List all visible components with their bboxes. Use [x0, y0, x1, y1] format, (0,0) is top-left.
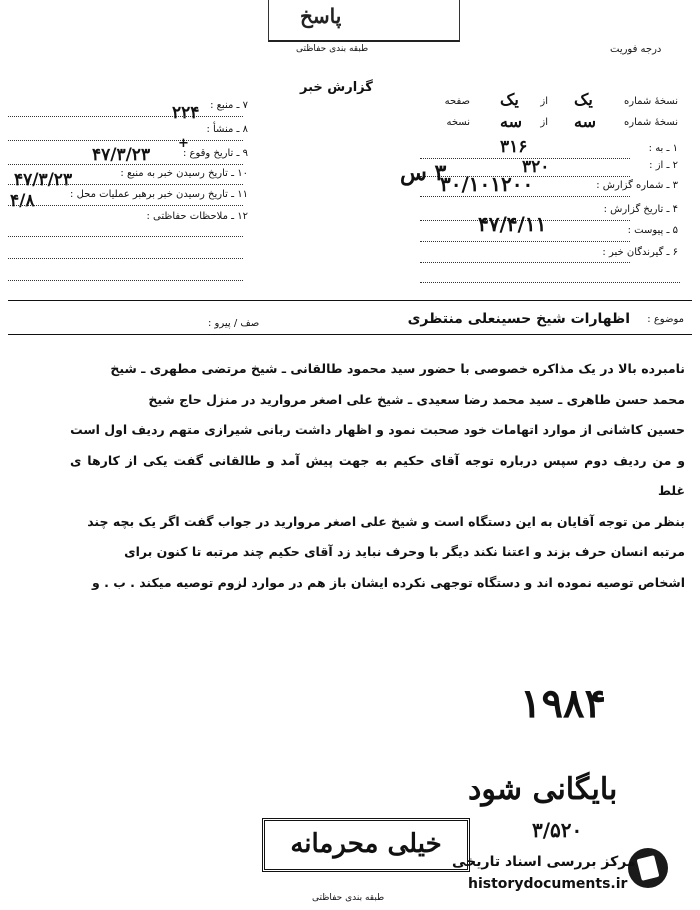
- header-separator: [8, 300, 692, 301]
- field-event-date-label: ۹ ـ تاریخ وقوع :: [182, 148, 248, 159]
- archive-date: ۳/۵۲۰: [532, 818, 583, 842]
- report-title: گزارش خبر: [300, 80, 373, 95]
- field-source-label: ۷ ـ منبع :: [210, 100, 248, 111]
- field-security-notes-label: ۱۲ ـ ملاحظات حفاظتی :: [146, 211, 248, 222]
- subject-label: موضوع :: [647, 314, 684, 325]
- top-stamp-text: پاسخ: [300, 4, 342, 28]
- field-from-label: ۲ ـ از :: [649, 160, 678, 171]
- subject-separator: [8, 334, 692, 335]
- body-line: محمد حسن طاهری ـ سید محمد رضا سعیدی ـ شیخ علی اصغر مروارید در منزل حاج شیخ: [148, 391, 685, 407]
- confidential-stamp-text: خیلی محرمانه: [290, 829, 442, 859]
- field-receipt-date-value: ۴۷/۳/۲۳: [14, 170, 73, 190]
- copy-row-1-label: نسخهٔ شماره: [624, 96, 678, 107]
- copy-row-2-unit: نسخه: [446, 117, 470, 128]
- handwritten-number: ۳۰/۱۰۱۲۰۰: [440, 172, 534, 196]
- copy-row-2-label: نسخهٔ شماره: [624, 117, 678, 128]
- classification-label-top: طبقه بندی حفاظتی: [296, 44, 369, 54]
- field-to-value: ۳۱۶: [500, 137, 528, 157]
- subject-text: اظهارات شیخ حسینعلی منتظری: [407, 311, 630, 327]
- field-from-value: ۳۲۰: [522, 157, 550, 177]
- field-recipients-label: ۶ ـ گیرندگان خبر :: [602, 247, 678, 258]
- classification-label-bottom: طبقه بندی حفاظتی: [312, 893, 385, 903]
- field-attachment-label: ۵ ـ پیوست :: [627, 225, 678, 236]
- copy-row-1-value: یک: [574, 90, 593, 109]
- source-name: مرکز بررسی اسناد تاریخی: [452, 854, 636, 870]
- handwritten-date: ۴۷/۴/۱۱: [478, 212, 547, 236]
- field-report-number-value: ۳ س: [400, 160, 447, 186]
- body-line: و من ردیف دوم سپس درباره توجه آقای حکیم به جهت پیش آمد و طالقانی گفت یکی از کارها ی غلط: [70, 452, 685, 498]
- plus-mark: +: [178, 136, 189, 151]
- archive-note: بایگانی شود: [468, 772, 618, 807]
- top-stamp-box: [268, 0, 460, 42]
- row-label: صف / پیرو :: [208, 318, 260, 329]
- copy-row-1-from: از: [540, 96, 548, 107]
- body-line: مرتبه انسان حرف بزند و اعتنا نکند دیگر با وحرف نباید زد آقای حکیم چند مرتبه تا کنون برای: [124, 544, 685, 559]
- copy-row-2-total: سه: [500, 112, 522, 131]
- copy-row-2-value: سه: [574, 112, 596, 131]
- body-line: اشخاص توصیه نموده اند و دستگاه توجهی نکرده ایشان باز هم در موارد لزوم توصیه میکند . ب . و: [91, 574, 685, 590]
- field-receipt-date-label: ۱۰ ـ تاریخ رسیدن خبر به منبع :: [120, 168, 248, 179]
- copy-row-1-total: یک: [500, 90, 519, 109]
- field-origin-label: ۸ ـ منشأ :: [206, 124, 248, 135]
- urgency-label: درجه فوریت: [610, 44, 662, 55]
- field-ops-date-value: ۴/۸: [10, 191, 35, 211]
- confidential-stamp: [262, 818, 470, 872]
- copy-row-2-from: از: [540, 117, 548, 128]
- source-url: historydocuments.ir: [468, 876, 628, 892]
- handwritten-code: ۱۹۸۴: [520, 680, 606, 727]
- body-line: بنظر من توجه آقایان به این دستگاه است و شیخ علی اصغر مروارید در جواب گفت اگر یک بچه چند: [87, 513, 685, 529]
- field-ops-date-label: ۱۱ ـ تاریخ رسیدن خبر برهبر عملیات محل :: [70, 189, 248, 200]
- field-source-value: ۲۲۴: [172, 103, 200, 123]
- field-event-date-value: ۴۷/۳/۲۳: [92, 145, 151, 165]
- copy-row-1-unit: صفحه: [444, 96, 470, 107]
- body-line: نامبرده بالا در یک مذاکره خصوصی با حضور سید محمود طالقانی ـ شیخ مرتضی مطهری ـ شیخ: [110, 361, 685, 376]
- field-report-date-label: ۴ ـ تاریخ گزارش :: [603, 204, 678, 215]
- report-body: [70, 354, 685, 598]
- field-report-number-label: ۳ ـ شماره گزارش :: [596, 180, 678, 191]
- field-to-label: ۱ ـ به :: [648, 143, 678, 154]
- body-line: حسین کاشانی از موارد اتهامات خود صحبت نمود و اظهار داشت ربانی شیرازی متهم ردیف اول است: [70, 422, 685, 437]
